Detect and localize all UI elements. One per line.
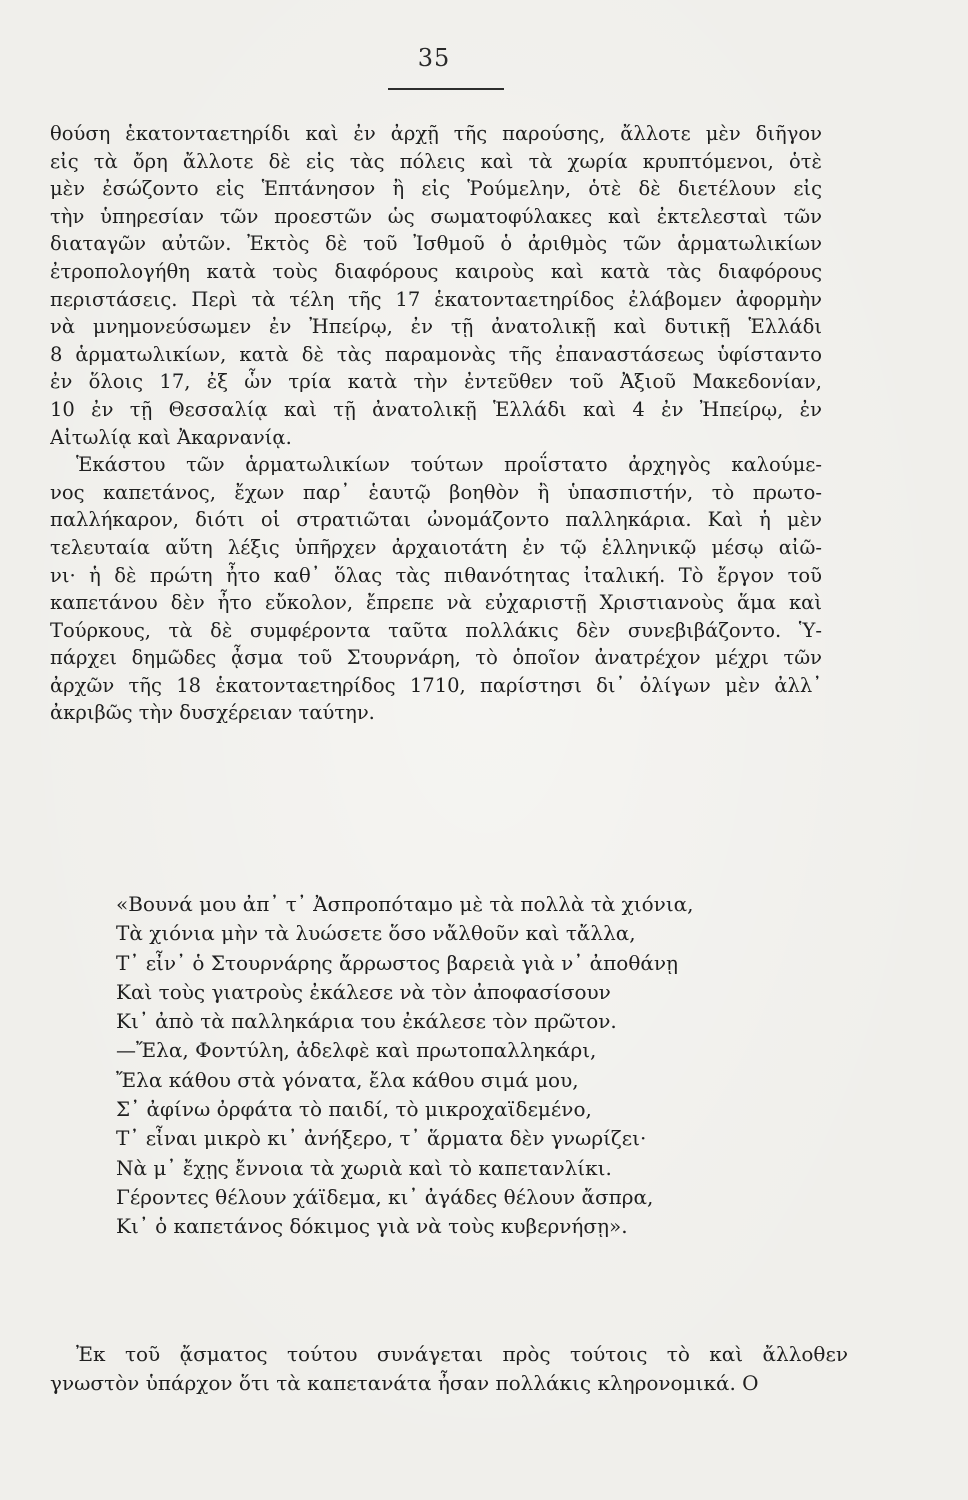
text-line: Ἐκ τοῦ ᾄσματος τούτου συνάγεται πρὸς τούτοις τὸ καὶ ἄλλοθεν <box>76 1342 848 1366</box>
text-line: εἰς τὰ ὄρη ἄλλοτε δὲ εἰς τὰς πόλεις καὶ τὰ χωρία κρυπτόμενοι, ὁτὲ <box>50 149 822 173</box>
text-line: νὰ μνημονεύσωμεν ἐν Ἠπείρῳ, ἐν τῇ ἀνατολικῇ καὶ δυτικῇ Ἑλλάδι <box>50 315 822 339</box>
verse-line: Καὶ τοὺς γιατροὺς ἐκάλεσε νὰ τὸν ἀποφασίσουν <box>116 979 611 1004</box>
text-line: τὴν ὑπηρεσίαν τῶν προεστῶν ὡς σωματοφύλακες καὶ ἐκτελεσταὶ τῶν <box>50 204 822 228</box>
text-line: πάρχει δημῶδες ᾆσμα τοῦ Στουρνάρη, τὸ ὁποῖον ἀνατρέχον μέχρι τῶν <box>50 646 822 670</box>
text-line: περιστάσεις. Περὶ τὰ τέλη τῆς 17 ἑκατονταετηρίδος ἐλάβομεν ἀφορμὴν <box>50 287 822 311</box>
verse-line: Τ᾽ εἶναι μικρὸ κι᾽ ἀνήξερο, τ᾽ ἅρματα δὲν γνωρίζει· <box>116 1126 647 1151</box>
text-line: γνωστὸν ὑπάρχον ὅτι τὰ καπετανάτα ἦσαν πολλάκις κληρονομικά. Ο <box>50 1371 759 1395</box>
text-line: ἀρχῶν τῆς 18 ἑκατονταετηρίδος 1710, παρίστησι δι᾽ ὀλίγων μὲν ἀλλ᾽ <box>50 673 822 697</box>
text-line: νος καπετάνος, ἔχων παρ᾽ ἑαυτῷ βοηθὸν ἢ ὑπασπιστήν, τὸ πρωτο- <box>50 480 822 504</box>
folk-song-verses <box>116 890 816 1242</box>
verse-line: Τ᾽ εἶν᾽ ὁ Στουρνάρης ἄρρωστος βαρειὰ γιὰ ν᾽ ἀποθάνῃ <box>116 950 679 975</box>
text-line: μὲν ἐσώζοντο εἰς Ἑπτάνησον ἢ εἰς Ῥούμελην, ὁτὲ δὲ διετέλουν εἰς <box>50 177 822 201</box>
paragraph-2 <box>50 451 822 727</box>
text-line: Αἰτωλίᾳ καὶ Ἀκαρνανίᾳ. <box>50 425 292 449</box>
text-line: Ἑκάστου τῶν ἁρματωλικίων τούτων προΐστατο ἀρχηγὸς καλούμε- <box>76 453 822 477</box>
text-line: Τούρκους, τὰ δὲ συμφέροντα ταῦτα πολλάκις δὲν συνεβιβάζοντο. Ὑ- <box>50 618 822 642</box>
text-line: θούση ἑκατονταετηρίδι καὶ ἐν ἀρχῇ τῆς παρούσης, ἄλλοτε μὲν διῆγον <box>50 122 822 145</box>
verse-line: Νὰ μ᾽ ἔχῃς ἔννοια τὰ χωριὰ καὶ τὸ καπετανλίκι. <box>116 1155 612 1180</box>
page-number: 35 <box>417 44 451 72</box>
text-line: νι· ἡ δὲ πρώτη ἦτο καθ᾽ ὅλας τὰς πιθανότητας ἰταλική. Τὸ ἔργον τοῦ <box>50 563 822 587</box>
text-line: καπετάνου δὲν ἦτο εὔκολον, ἔπρεπε νὰ εὐχαριστῇ Χριστιανοὺς ἅμα καὶ <box>50 591 822 615</box>
verse-line: Ἔλα κάθου στὰ γόνατα, ἔλα κάθου σιμά μου, <box>116 1067 579 1092</box>
text-line: 10 ἐν τῇ Θεσσαλίᾳ καὶ τῇ ἀνατολικῇ Ἑλλάδι καὶ 4 ἐν Ἠπείρῳ, ἐν <box>50 397 822 421</box>
text-line: τελευταία αὕτη λέξις ὑπῆρχεν ἀρχαιοτάτη ἐν τῷ ἑλληνικῷ μέσῳ αἰῶ- <box>50 535 822 559</box>
verse-line: Σ᾽ ἀφίνω ὀρφάτα τὸ παιδί, τὸ μικροχαϊδεμένο, <box>116 1097 592 1122</box>
text-line: ἐτροπολογήθη κατὰ τοὺς διαφόρους καιροὺς καὶ κατὰ τὰς διαφόρους <box>50 259 822 283</box>
verse-line: Κι᾽ ὁ καπετάνος δόκιμος γιὰ νὰ τοὺς κυβερνήσῃ». <box>116 1214 628 1239</box>
closing-paragraph <box>50 1340 848 1398</box>
verse-line: Κι᾽ ἀπὸ τὰ παλληκάρια του ἐκάλεσε τὸν πρῶτον. <box>116 1009 617 1034</box>
text-line: διαταγῶν αὐτῶν. Ἐκτὸς δὲ τοῦ Ἰσθμοῦ ὁ ἀριθμὸς τῶν ἁρματωλικίων <box>50 232 822 256</box>
text-line: ἀκριβῶς τὴν δυσχέρειαν ταύτην. <box>50 701 375 725</box>
verse-line: Γέροντες θέλουν χάϊδεμα, κι᾽ ἀγάδες θέλουν ἄσπρα, <box>116 1184 654 1209</box>
verse-line: —Ἔλα, Φοντύλη, ἀδελφὲ καὶ πρωτοπαλληκάρι, <box>116 1038 597 1063</box>
text-line: 8 ἁρματωλικίων, κατὰ δὲ τὰς παραμονὰς τῆς ἐπαναστάσεως ὑφίσταντο <box>50 342 822 366</box>
verse-line: Τὰ χιόνια μὴν τὰ λυώσετε ὅσο νἄλθοῦν καὶ τἄλλα, <box>116 921 636 946</box>
paragraph-1 <box>50 120 822 451</box>
text-line: ἐν ὅλοις 17, ἐξ ὧν τρία κατὰ τὴν ἐντεῦθεν τοῦ Ἀξιοῦ Μακεδονίαν, <box>50 370 822 394</box>
text-line: παλλήκαρον, διότι οἱ στρατιῶται ὠνομάζοντο παλληκάρια. Καὶ ἡ μὲν <box>50 508 822 532</box>
verse-line: «Βουνά μου ἀπ᾽ τ᾽ Ἀσπροπόταμο μὲ τὰ πολλὰ τὰ χιόνια, <box>116 892 694 916</box>
prose-body <box>50 120 822 727</box>
page-number-rule <box>388 88 504 90</box>
